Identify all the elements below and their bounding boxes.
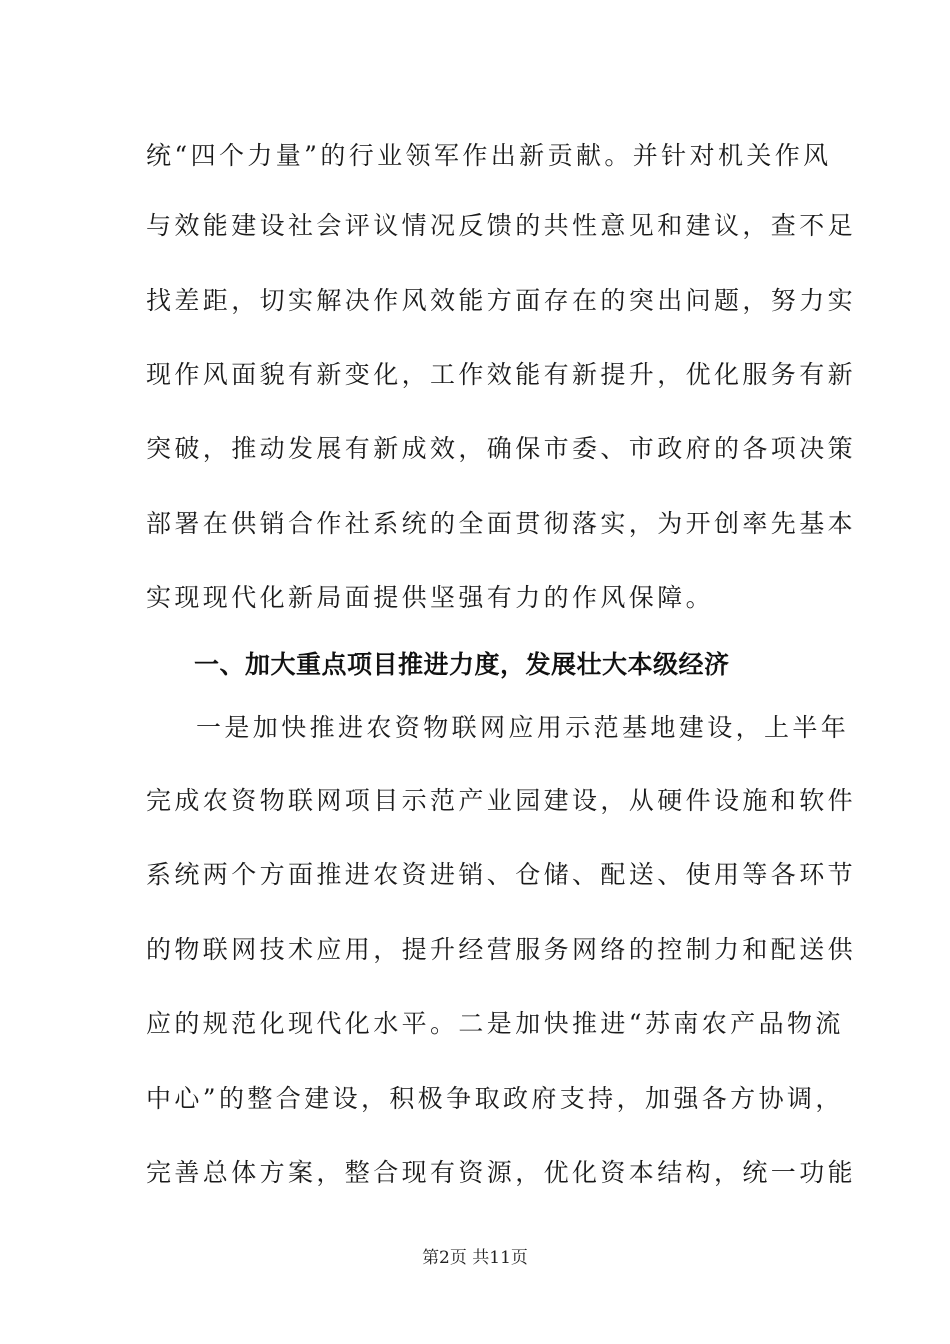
paragraph-line: 一是加快推进农资物联网应用示范基地建设，上半年	[196, 713, 850, 742]
page-number: 第2页 共11页	[422, 1248, 528, 1268]
paragraph-line: 现作风面貌有新变化，工作效能有新提升，优化服务有新	[146, 360, 857, 389]
paragraph-line: 系统两个方面推进农资进销、仓储、配送、使用等各环节	[146, 860, 857, 889]
paragraph-line: 中心”的整合建设，积极争取政府支持，加强各方协调，	[146, 1084, 844, 1113]
paragraph-line: 统“四个力量”的行业领军作出新贡献。并针对机关作风	[146, 141, 832, 170]
paragraph-line: 部署在供销合作社系统的全面贯彻落实，为开创率先基本	[146, 509, 857, 538]
paragraph-line: 应的规范化现代化水平。二是加快推进“苏南农产品物流	[146, 1009, 844, 1038]
paragraph-line: 突破，推动发展有新成效，确保市委、市政府的各项决策	[146, 434, 857, 463]
paragraph-line: 找差距，切实解决作风效能方面存在的突出问题，努力实	[146, 286, 857, 315]
section-heading: 一、加大重点项目推进力度，发展壮大本级经济	[194, 650, 730, 679]
paragraph-line: 实现现代化新局面提供坚强有力的作风保障。	[146, 583, 715, 612]
paragraph-line: 完成农资物联网项目示范产业园建设，从硬件设施和软件	[146, 786, 857, 815]
paragraph-line: 完善总体方案，整合现有资源，优化资本结构，统一功能	[146, 1158, 857, 1187]
paragraph-line: 的物联网技术应用，提升经营服务网络的控制力和配送供	[146, 935, 857, 964]
paragraph-line: 与效能建设社会评议情况反馈的共性意见和建议，查不足	[146, 211, 857, 240]
